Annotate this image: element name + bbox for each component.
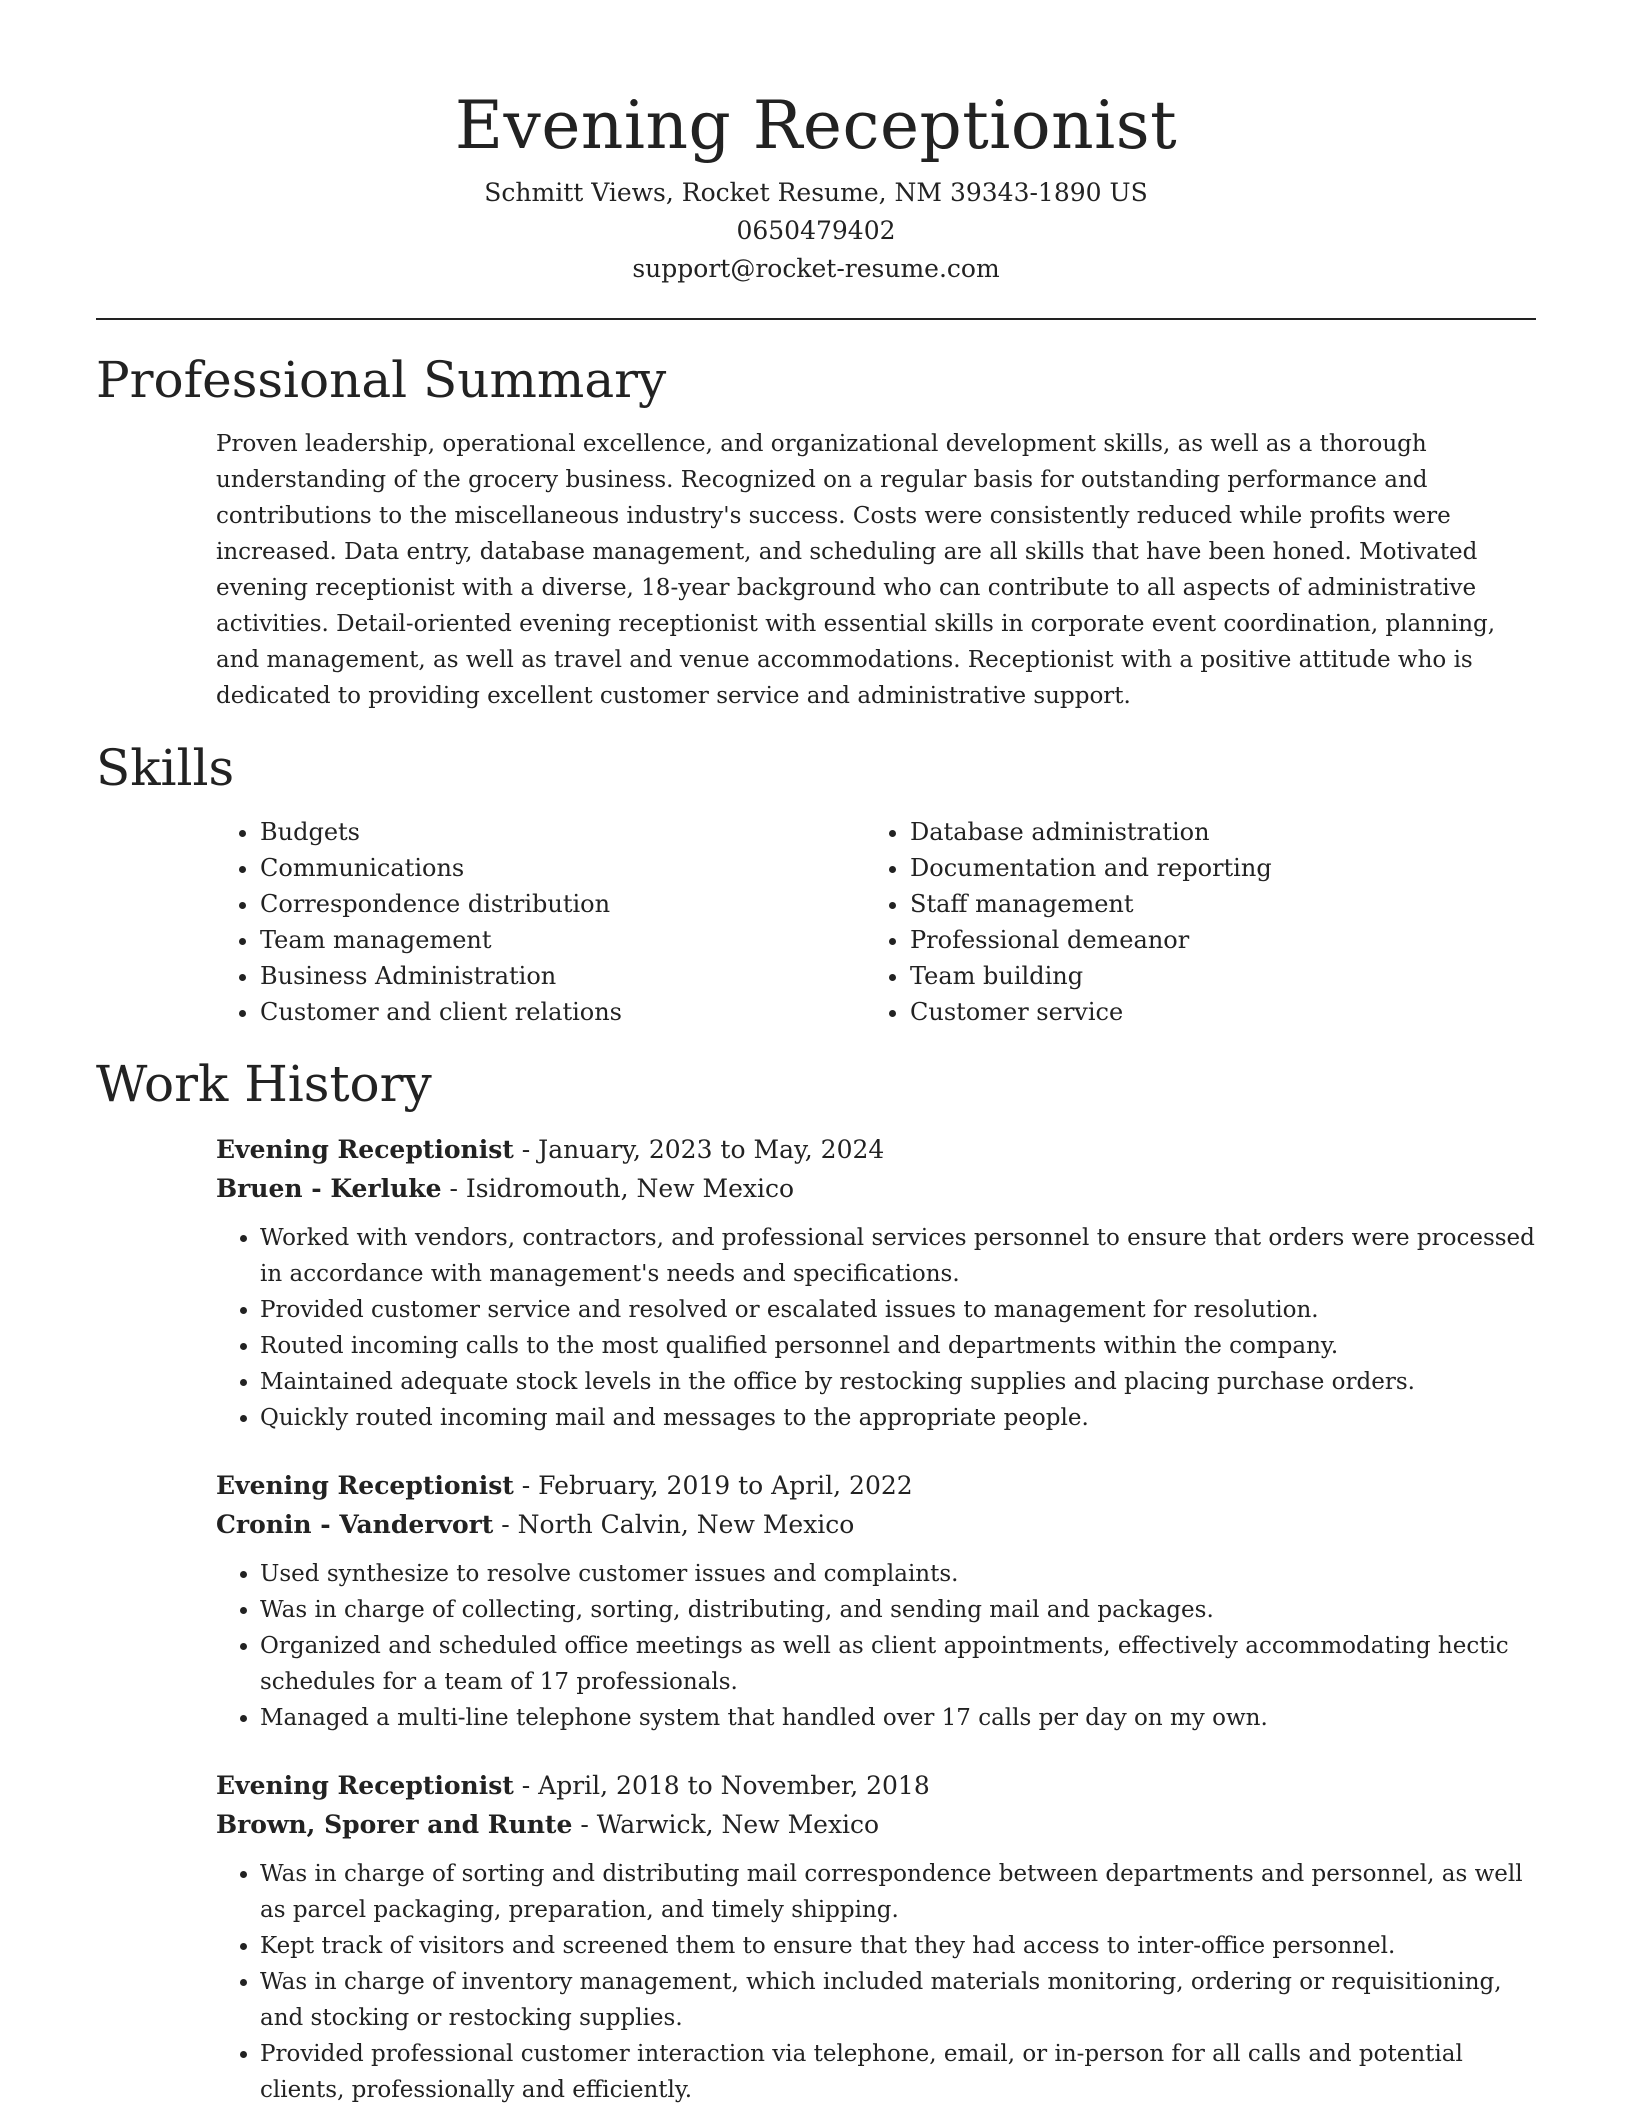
job-entry [216, 1766, 1536, 2108]
skills-column-2 [866, 814, 1510, 1030]
job-entry [216, 1130, 1536, 1436]
job-location: - North Calvin, New Mexico [493, 1510, 855, 1539]
skill-item: • Database administration [910, 814, 1510, 850]
job-bullet: • Worked with vendors, contractors, and professional services personnel to ensure that orders were processed in accordance with management's needs and specifications. [260, 1220, 1536, 1292]
skill-item: • Customer service [910, 994, 1510, 1030]
job-company: Cronin - Vandervort [216, 1510, 494, 1539]
job-dates: - April, 2018 to November, 2018 [513, 1771, 930, 1800]
skills-grid [216, 814, 1536, 1030]
job-company-line [216, 1169, 1536, 1208]
job-role: Evening Receptionist [216, 1771, 514, 1800]
skill-item: • Documentation and reporting [910, 850, 1510, 886]
skill-item: • Staff management [910, 886, 1510, 922]
header-divider [96, 318, 1536, 320]
job-company-line [216, 1805, 1536, 1844]
job-bullet: • Provided professional customer interaction via telephone, email, or in-person for all calls and potential clients, professionally and efficiently. [260, 2036, 1536, 2108]
contact-address: Schmitt Views, Rocket Resume, NM 39343-1890 US [484, 178, 1148, 207]
skills-heading: Skills [96, 739, 235, 797]
contact-block [96, 174, 1536, 288]
skill-item: • Correspondence distribution [260, 886, 866, 922]
resume-header [96, 0, 1536, 288]
job-role: Evening Receptionist [216, 1135, 514, 1164]
job-bullet: • Used synthesize to resolve customer issues and complaints. [260, 1556, 1536, 1592]
job-company: Brown, Sporer and Runte [216, 1810, 573, 1839]
job-bullet: • Routed incoming calls to the most qualified personnel and departments within the company. [260, 1328, 1536, 1364]
job-bullets [216, 1220, 1536, 1436]
work-history-heading: Work History [96, 1055, 432, 1113]
job-bullet: • Was in charge of inventory management, which included materials monitoring, ordering or requisitioning, and stocking or restocking supplies. [260, 1964, 1536, 2036]
job-company: Bruen - Kerluke [216, 1174, 442, 1203]
job-company-line [216, 1505, 1536, 1544]
job-entry [216, 1466, 1536, 1736]
job-bullet: • Managed a multi-line telephone system that handled over 17 calls per day on my own. [260, 1700, 1536, 1736]
job-bullet: • Maintained adequate stock levels in the office by restocking supplies and placing purchase orders. [260, 1364, 1536, 1400]
skill-item: • Professional demeanor [910, 922, 1510, 958]
summary-text: Proven leadership, operational excellence, and organizational development skills, as well as a thorough understanding of the grocery business. Recognized on a regular basis for outstanding performance and contributions to the miscellaneous industry's success. Costs were consistently reduced while profits were increased. Data entry, database management, and scheduling are all skills that have been honed. Motivated evening receptionist with a diverse, 18-year background who can contribute to all aspects of administrative activities. Detail-oriented evening receptionist with essential skills in corporate event coordination, planning, and management, as well as travel and venue accommodations. Receptionist with a positive attitude who is dedicated to providing excellent customer service and administrative support. [216, 431, 1496, 709]
job-title-line [216, 1466, 1536, 1505]
skill-item: • Business Administration [260, 958, 866, 994]
resume-page [96, 0, 1536, 2108]
job-bullet: • Provided customer service and resolved or escalated issues to management for resolution. [260, 1292, 1536, 1328]
job-role: Evening Receptionist [216, 1471, 514, 1500]
job-dates: - February, 2019 to April, 2022 [513, 1471, 913, 1500]
summary-heading: Professional Summary [96, 351, 667, 409]
skill-item: • Communications [260, 850, 866, 886]
skill-item: • Customer and client relations [260, 994, 866, 1030]
job-bullets [216, 1556, 1536, 1736]
job-title-line [216, 1130, 1536, 1169]
skill-item: • Team management [260, 922, 866, 958]
contact-email: support@rocket-resume.com [632, 254, 1000, 283]
job-bullets [216, 1856, 1536, 2108]
job-bullet: • Kept track of visitors and screened them to ensure that they had access to inter-office personnel. [260, 1928, 1536, 1964]
job-location: - Isidromouth, New Mexico [441, 1174, 795, 1203]
job-dates: - January, 2023 to May, 2024 [513, 1135, 885, 1164]
skill-item: • Team building [910, 958, 1510, 994]
job-bullet: • Organized and scheduled office meetings as well as client appointments, effectively accommodating hectic schedules for a team of 17 professionals. [260, 1628, 1536, 1700]
skills-section [96, 736, 1536, 1030]
contact-phone: 0650479402 [736, 216, 896, 245]
job-bullet: • Was in charge of sorting and distributing mail correspondence between departments and personnel, as well as parcel packaging, preparation, and timely shipping. [260, 1856, 1536, 1928]
summary-section [96, 348, 1536, 714]
work-history-section [96, 1052, 1536, 2108]
candidate-name: Evening Receptionist [454, 87, 1178, 164]
skills-column-1 [216, 814, 866, 1030]
job-location: - Warwick, New Mexico [572, 1810, 880, 1839]
skill-item: • Budgets [260, 814, 866, 850]
job-bullet: • Quickly routed incoming mail and messages to the appropriate people. [260, 1400, 1536, 1436]
job-title-line [216, 1766, 1536, 1805]
job-bullet: • Was in charge of collecting, sorting, distributing, and sending mail and packages. [260, 1592, 1536, 1628]
